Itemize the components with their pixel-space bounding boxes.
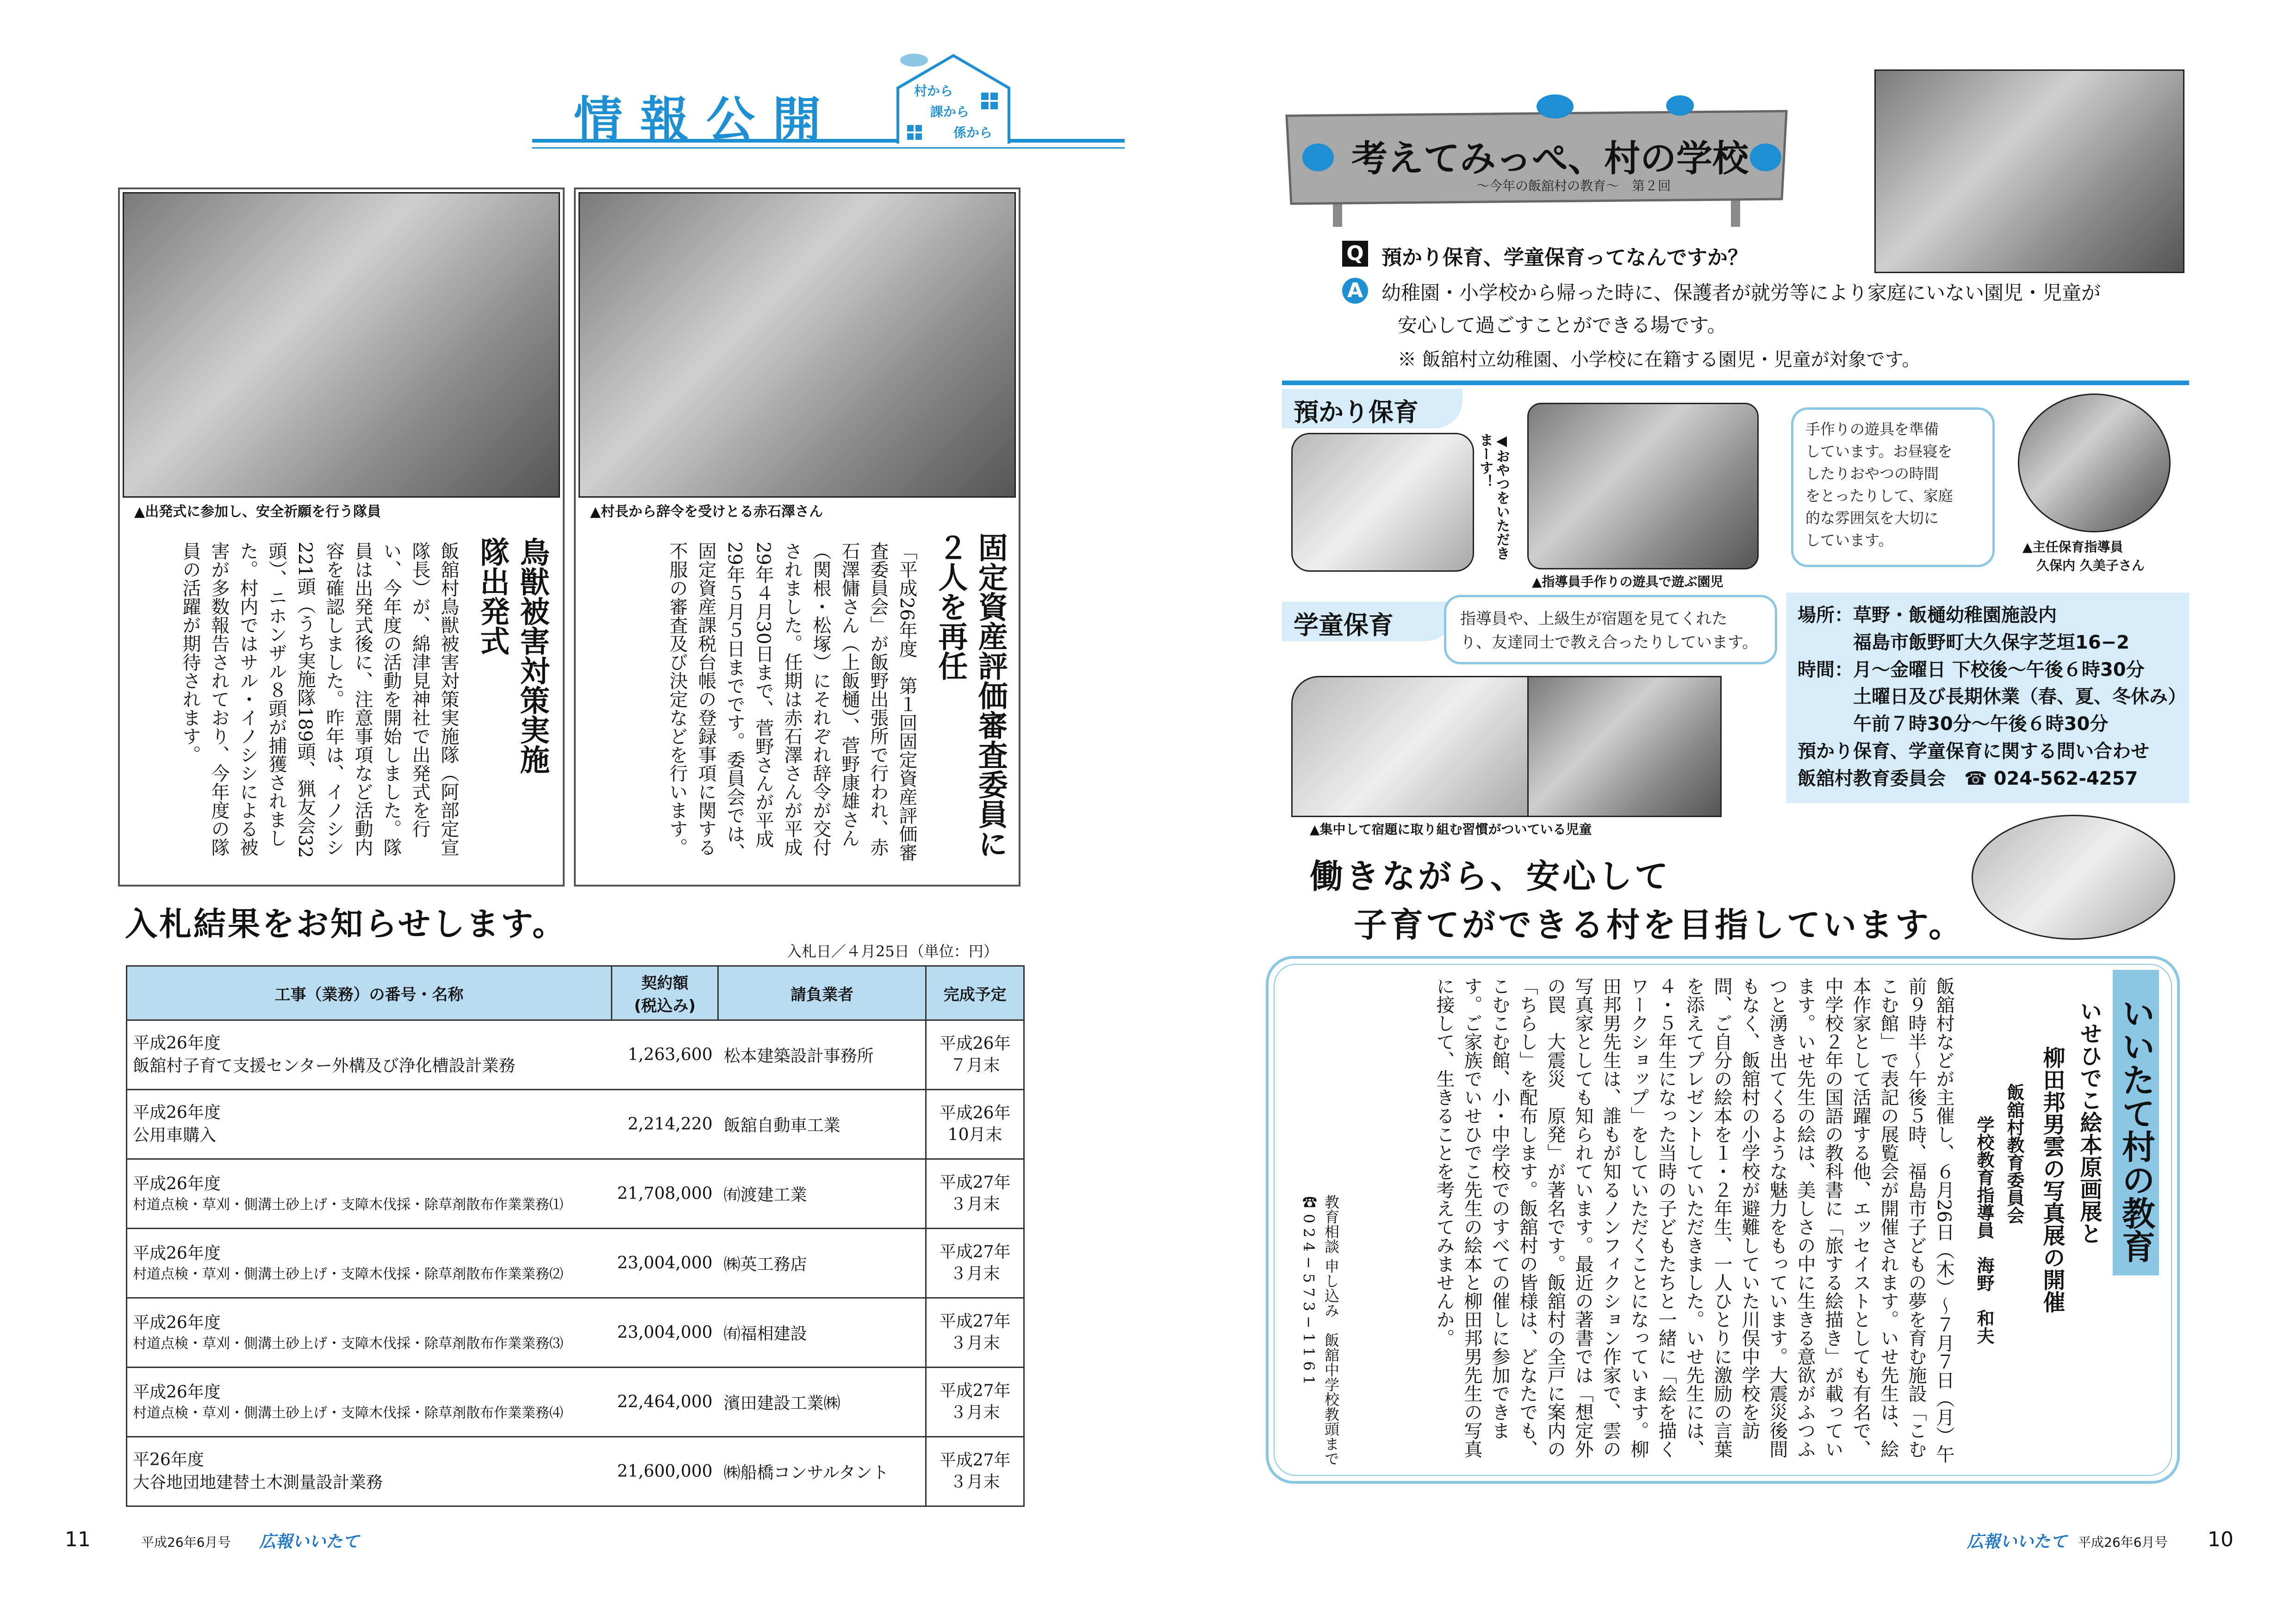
col-header-amount-line1: 契約額 xyxy=(641,974,689,993)
row-due-year: 平成27年 xyxy=(939,1381,1011,1400)
row-name: 大谷地団地建替土木測量設計業務 xyxy=(133,1473,383,1492)
section-title: 情報公開 xyxy=(574,92,839,148)
photo-children-activity xyxy=(1874,69,2184,273)
article-hunting-body: 飯舘村鳥獣被害対策実施隊（阿部定宣隊長）が、綿津見神社で出発式を行い、今年度の活動を開始しました。隊員は出発式後に、注意事項など活動内容を確認しました。昨年は、イノシシ221頭（うち実施隊189頭、猟友会32頭）、ニホンザル８頭が捕獲されました。村内ではサル・イノシシによる被害が多数報告されており、今年度の隊員の活躍が期待されます。 xyxy=(180,542,459,858)
section-divider xyxy=(1282,381,2189,385)
table-row xyxy=(127,1090,1024,1159)
bid-meta: 入札日／４月25日（単位：円） xyxy=(787,943,998,960)
logo-line-2: 課から xyxy=(930,104,970,119)
row-name: 村道点検・草刈・側溝土砂上げ・支障木伐採・除草剤散布作業業務⑴ xyxy=(133,1196,563,1213)
logo-line-3: 係から xyxy=(953,125,993,140)
photo-caption-appointment: ▲村長から辞令を受けとる赤石澤さん xyxy=(590,504,823,520)
footer-issue-right: 平成26年6月号 xyxy=(2078,1535,2168,1550)
row-year: 平成26年度 xyxy=(133,1313,221,1332)
info-line-hours-3: 午前７時30分～午後６時30分 xyxy=(1798,713,2109,735)
article-asset-title: 固定資産評価審査委員に２人を再任 xyxy=(933,532,1008,858)
quote-line: しています。 xyxy=(1805,531,1893,549)
quote-line: したりおやつの時間 xyxy=(1805,465,1939,482)
info-line-hours: 時間：月～金曜日 下校後～午後６時30分 xyxy=(1798,659,2145,681)
education-author-name: 学校教育指導員 海野 和夫 xyxy=(1974,1116,1994,1344)
education-headline-1: いせひでこ絵本原画展と xyxy=(2076,1000,2102,1244)
quote-line: 的な雰囲気を大切に xyxy=(1805,509,1939,527)
footer-logo-right: 広報いいたて xyxy=(1967,1532,2067,1551)
row-due-month: ３月末 xyxy=(950,1403,1000,1422)
quote-line: をとったりして、家庭 xyxy=(1805,487,1953,505)
table-row xyxy=(127,1298,1024,1368)
toy-caption: ▲指導員手作りの遊具で遊ぶ園児 xyxy=(1532,574,1724,589)
footer-issue-left: 平成26年6月号 xyxy=(141,1535,231,1550)
row-due-year: 平成27年 xyxy=(939,1450,1011,1470)
row-due-year: 平成27年 xyxy=(939,1312,1011,1331)
row-contractor: ㈱英工務店 xyxy=(718,1229,926,1298)
row-due-month: ３月末 xyxy=(950,1194,1000,1214)
row-amount: 23,004,000 xyxy=(611,1229,718,1298)
row-due-month: 10月末 xyxy=(947,1125,1002,1144)
row-contractor: ㈲渡建工業 xyxy=(718,1159,926,1229)
col-header-contractor: 請負業者 xyxy=(718,966,926,1020)
bid-table xyxy=(126,965,1025,1507)
col-header-amount-line2: (税込み) xyxy=(634,997,696,1015)
row-due-month: ３月末 xyxy=(950,1333,1000,1353)
oyatsu-caption: ◀おやつをいただきまーす！ xyxy=(1477,433,1510,560)
row-amount: 22,464,000 xyxy=(611,1368,718,1437)
row-contractor: 松本建築設計事務所 xyxy=(718,1020,926,1090)
table-row xyxy=(127,1159,1024,1229)
row-due-month: ３月末 xyxy=(950,1264,1000,1283)
quote-line: 手作りの遊具を準備 xyxy=(1805,420,1939,438)
table-row xyxy=(127,1020,1024,1090)
footer-logo-left: 広報いいたて xyxy=(259,1532,360,1551)
info-line-address: 福島市飯野町大久保字芝垣16−2 xyxy=(1798,631,2130,653)
education-author-org: 飯舘村教育委員会 xyxy=(2004,1083,2024,1224)
answer-line-2: 安心して過ごすことができる場です。 xyxy=(1398,314,1727,337)
row-due-year: 平成26年 xyxy=(939,1034,1011,1053)
row-contractor: 濱田建設工業㈱ xyxy=(718,1368,926,1437)
row-due-year: 平成27年 xyxy=(939,1173,1011,1192)
education-headline-2: 柳田邦男雲の写真展の開催 xyxy=(2039,1046,2065,1313)
banner-subtitle: ～今年の飯舘村の教育～ 第２回 xyxy=(1476,178,1671,194)
photo-playground xyxy=(1972,815,2175,940)
row-amount: 2,214,220 xyxy=(611,1090,718,1159)
row-year: 平成26年度 xyxy=(133,1174,221,1193)
row-contractor: ㈲福相建設 xyxy=(718,1298,926,1368)
row-due-year: 平成26年 xyxy=(939,1103,1011,1123)
a-label-icon: A xyxy=(1342,278,1368,304)
logo-line-1: 村から xyxy=(914,83,953,99)
azukari-label: 預かり保育 xyxy=(1294,398,1419,427)
table-row xyxy=(127,1368,1024,1437)
education-body: 飯舘村などが主催し、６月26日（木）～７月７日（月）午前９時半～午後５時、福島市子どもの夢を育む施設「こむこむ館」で表記の展覧会が開催されます。いせ先生は、絵本作家として活躍する他、エッセイストとしても有名で、中学校２年の国語の教科書に「旅する絵描き」が載っています。いせ先生の絵は、美しさの中に生きる意欲がふつふつと湧き出てくるような魅力をもっています。大震災後間もなく、飯舘村の小学校が避難していた川俣中学校を訪問、ご自分の絵本を１・２年生、一人ひとりに激励の言葉を添えてプレゼントしていただきました。いせ先生には、４・５年生になった当時の子どもたちと一緒に「絵を描くワークショップ」をしていただくことになっています。柳田邦男先生は、誰もが知るノンフィクション作家で、雲の写真家としても知られています。最近の著書では「想定外の罠 大震災 原発」が著名です。飯舘村の全戸に案内の「ちらし」を配布します。飯舘村の皆様は、どなたでも、こむこむ館、小・中学校でのすべての催しに参加できます。ご家族でいせひでこ先生の絵本と柳田邦男先生の写真に接して、生きることを考えてみませんか。 xyxy=(1433,977,1954,1463)
table-row xyxy=(127,1437,1024,1506)
row-due-month: ３月末 xyxy=(950,1472,1000,1492)
article-asset-body: 「平成26年度 第１回固定資産評価審査委員会」が飯野出張所で行われ、赤石澤傭さん（上飯樋）、菅野康雄さん（関根・松塚）にそれぞれ辞令が交付されました。任期は赤石澤さんが平成29年４月30日まで、菅野さんが平成29年５月５日までです。委員会では、固定資産課税台帳の登録事項に関する不服の審査及び決定などを行います。 xyxy=(666,542,917,862)
row-year: 平26年度 xyxy=(133,1450,204,1469)
row-amount: 21,600,000 xyxy=(611,1437,718,1506)
photo-handmade-toys xyxy=(1527,403,1759,569)
photo-homework-2 xyxy=(1527,676,1722,817)
row-name: 飯舘村子育て支援センター外構及び浄化槽設計業務 xyxy=(133,1056,516,1075)
slogan-line-1: 働きながら、安心して xyxy=(1310,857,1671,896)
info-line-place: 場所：草野・飯樋幼稚園施設内 xyxy=(1798,605,2057,626)
col-header-due: 完成予定 xyxy=(926,966,1024,1020)
row-amount: 21,708,000 xyxy=(611,1159,718,1229)
page-number-left: 11 xyxy=(65,1528,91,1551)
homework-caption: ▲集中して宿題に取り組む習慣がついている児童 xyxy=(1310,822,1592,837)
photo-caption-ceremony: ▲出発式に参加し、安全祈願を行う隊員 xyxy=(134,504,381,520)
staff-caption-title: ▲主任保育指導員 xyxy=(2022,539,2123,555)
q-label-icon: Q xyxy=(1342,241,1368,267)
banner-title: 考えてみっぺ、村の学校 xyxy=(1351,138,1749,180)
info-line-hours-2: 土曜日及び長期休業（春、夏、冬休み） xyxy=(1798,686,2186,708)
photo-snack-time xyxy=(1291,433,1474,572)
row-due-month: ７月末 xyxy=(950,1056,1000,1075)
question-text: 預かり保育、学童保育ってなんですか？ xyxy=(1381,246,1748,269)
row-name: 村道点検・草刈・側溝土砂上げ・支障木伐採・除草剤散布作業業務⑷ xyxy=(133,1405,563,1421)
bid-title: 入札結果をお知らせします。 xyxy=(125,905,567,943)
article-hunting-title: 鳥獣被害対策実施隊出発式 xyxy=(475,537,549,774)
page-number-right: 10 xyxy=(2208,1528,2234,1551)
table-row xyxy=(127,1229,1024,1298)
col-header-name: 工事（業務）の番号・名称 xyxy=(127,966,612,1020)
education-title: いいたて村の教育 xyxy=(2113,970,2159,1275)
row-amount: 1,263,600 xyxy=(611,1020,718,1090)
answer-line-1: 幼稚園・小学校から帰った時に、保護者が就労等により家庭にいない園児・児童が xyxy=(1381,281,2101,304)
row-contractor: ㈱船橋コンサルタント xyxy=(718,1437,926,1506)
quote-bubble-staff xyxy=(1791,407,1995,567)
quote-line: り、友達同士で教え合ったりしています。 xyxy=(1460,633,1758,652)
answer-note: ※ 飯舘村立幼稚園、小学校に在籍する園児・児童が対象です。 xyxy=(1398,349,1921,370)
row-name: 村道点検・草刈・側溝土砂上げ・支障木伐採・除草剤散布作業業務⑵ xyxy=(133,1266,563,1282)
quote-line: 指導員や、上級生が宿題を見てくれた xyxy=(1460,610,1728,628)
staff-caption-name: 久保内 久美子さん xyxy=(2036,558,2145,573)
quote-line: しています。お昼寝を xyxy=(1805,443,1953,460)
info-line-phone: 飯舘村教育委員会 ☎ 024-562-4257 xyxy=(1798,768,2138,789)
education-contact: 教育相談 申し込み 飯舘中学校教頭まで ☎ 0 2 4 − 5 7 3 − 1 1 6 1 xyxy=(1300,1194,1340,1481)
row-year: 平成26年度 xyxy=(133,1033,221,1053)
col-header-amount xyxy=(611,966,718,1020)
row-name: 村道点検・草刈・側溝土砂上げ・支障木伐採・除草剤散布作業業務⑶ xyxy=(133,1335,563,1352)
row-name: 公用車購入 xyxy=(133,1125,217,1145)
row-year: 平成26年度 xyxy=(133,1382,221,1402)
info-line-contact: 預かり保育、学童保育に関する問い合わせ xyxy=(1798,740,2149,762)
info-panel xyxy=(1786,593,2189,803)
slogan-line-2: 子育てができる村を目指しています。 xyxy=(1354,906,1965,944)
row-due-year: 平成27年 xyxy=(939,1242,1011,1262)
row-year: 平成26年度 xyxy=(133,1243,221,1263)
row-amount: 23,004,000 xyxy=(611,1298,718,1368)
photo-homework-1 xyxy=(1291,676,1532,817)
gakudo-label: 学童保育 xyxy=(1294,611,1394,640)
row-year: 平成26年度 xyxy=(133,1103,221,1122)
quote-bubble-gakudo xyxy=(1444,595,1777,664)
photo-staff-portrait xyxy=(2018,394,2171,532)
row-contractor: 飯舘自動車工業 xyxy=(718,1090,926,1159)
